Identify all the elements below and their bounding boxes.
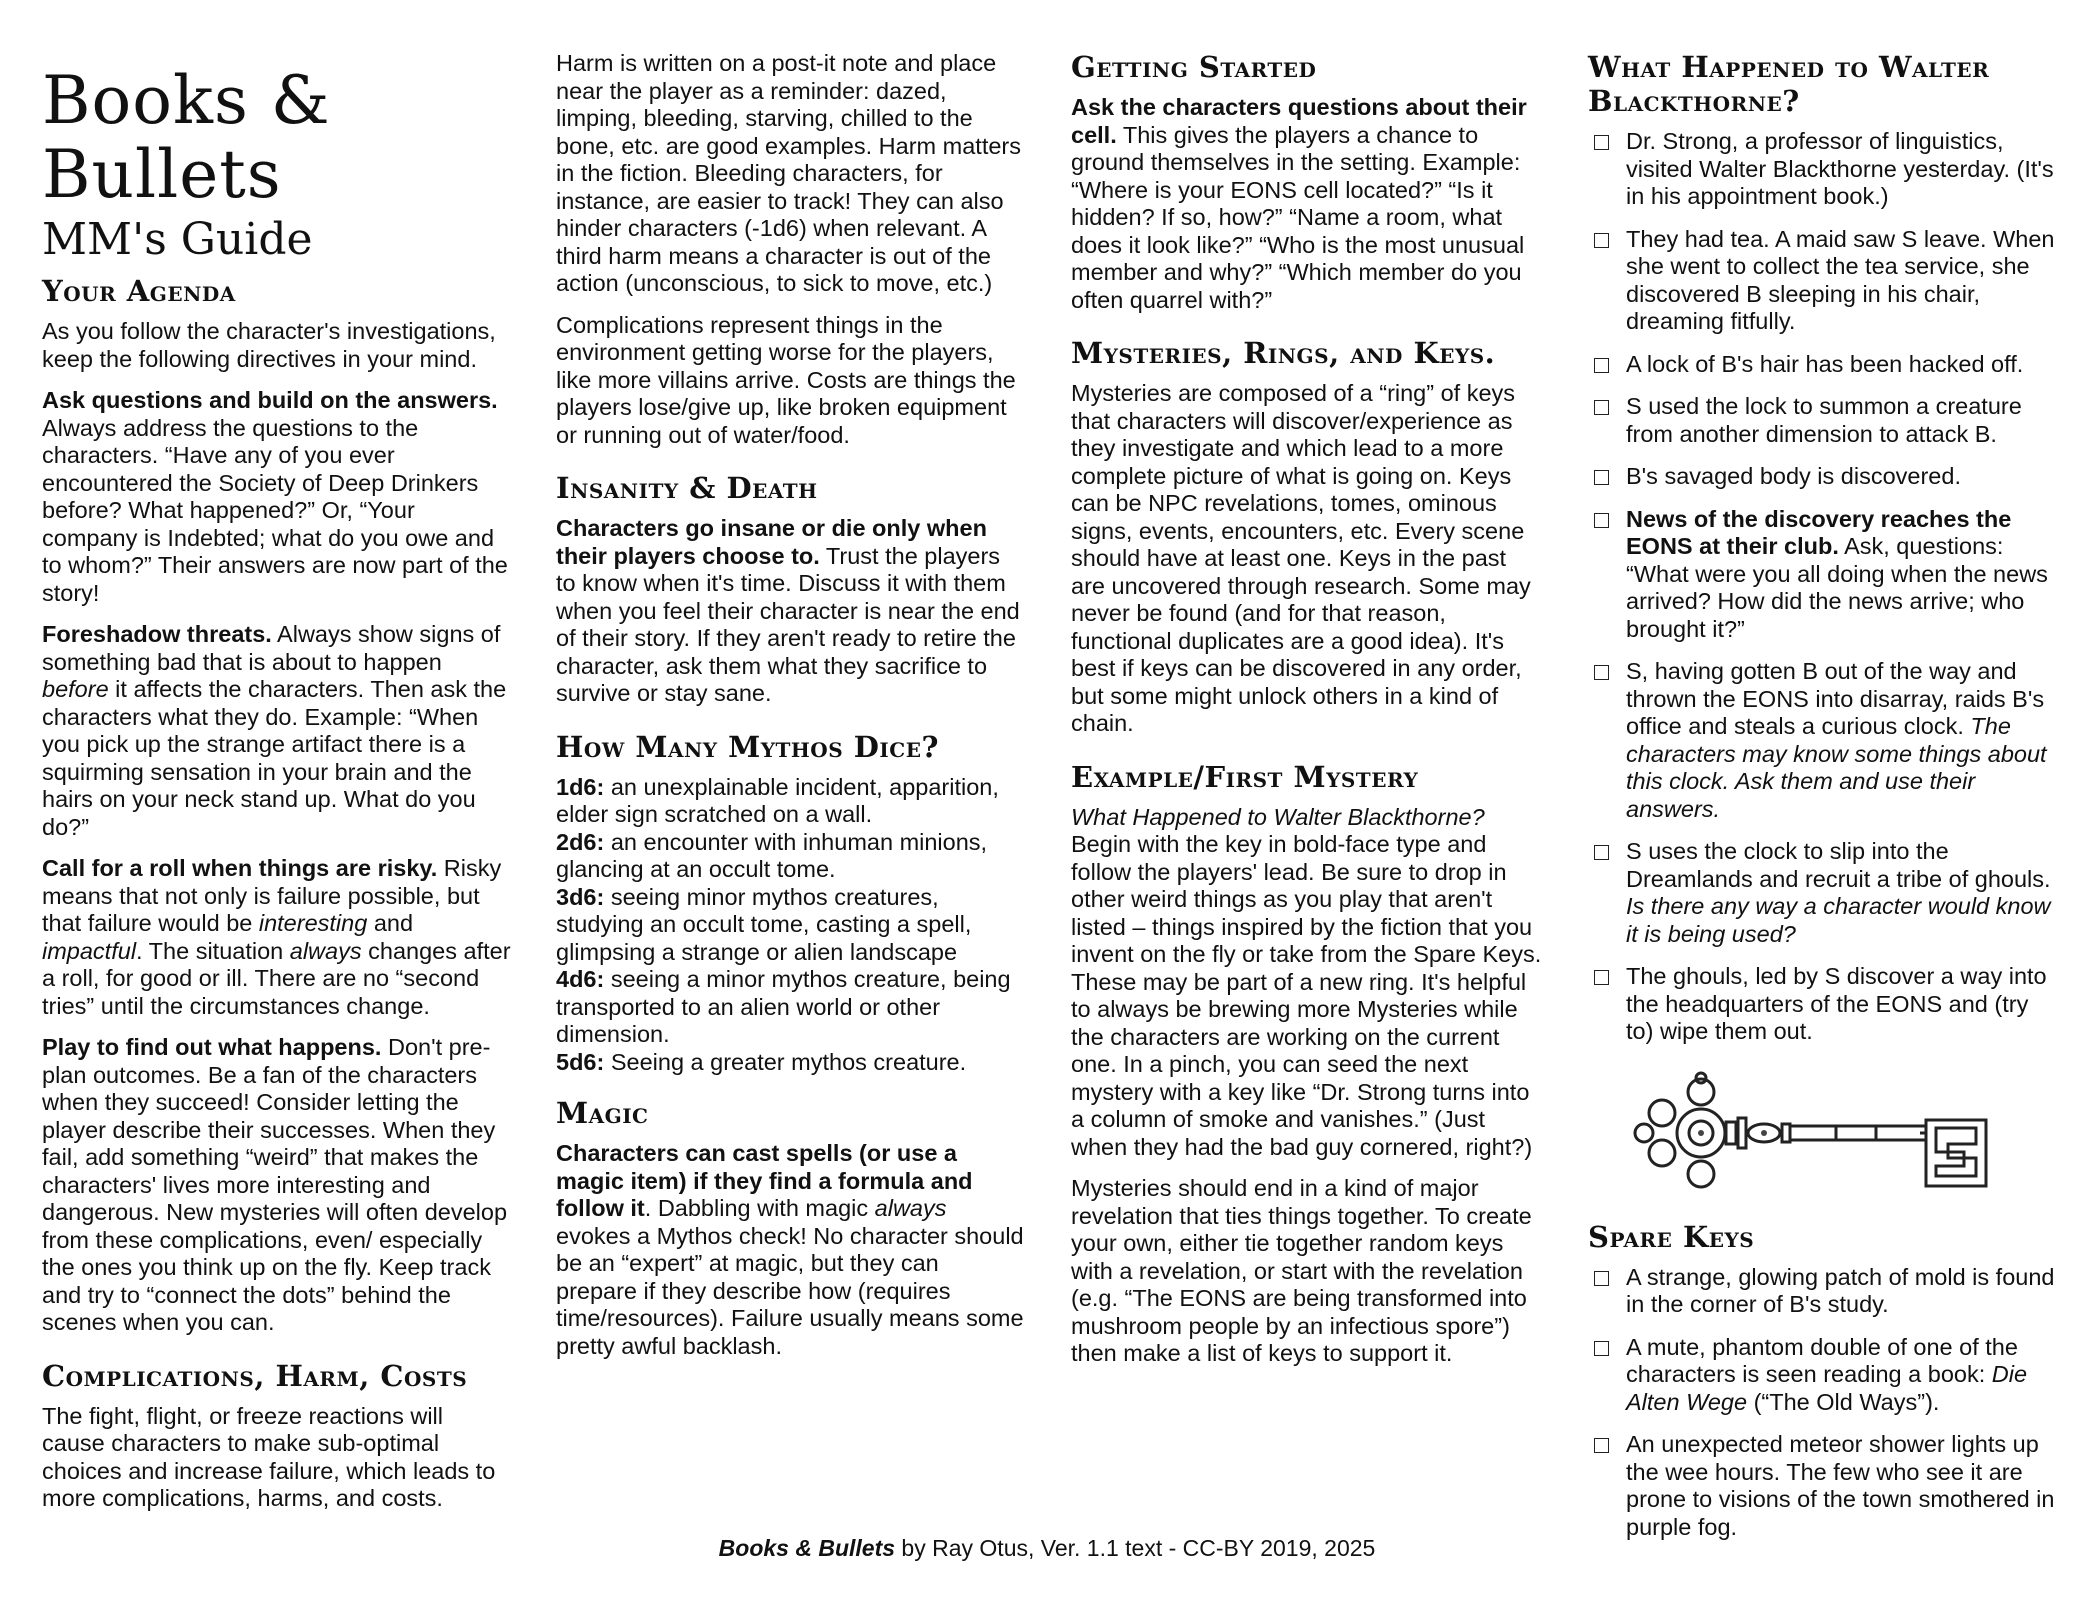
column-1: [42, 50, 512, 1527]
agenda-intro: As you follow the character's investigations, keep the following directives in your mind.: [42, 318, 496, 372]
mysteries-heading: Mysteries, Rings, and Keys.: [1071, 336, 1496, 370]
complications-p2: Harm is written on a post-it note and place near the player as a reminder: dazed, limping, bleeding, starving, chilled to the bone, etc. are good examples. Harm matters in the fiction. Bleeding characters, for instance, are easier to track! They can also hinder characters (-1d6) when relevant. A third harm means a character is out of the action (unconscious, to sick to move, etc.): [556, 50, 1021, 296]
list-item: An unexpected meteor shower lights up the wee hours. The few who see it are prone to visions of the town smothered in purple fog.: [1588, 1431, 2056, 1541]
checkbox[interactable]: [1594, 233, 1609, 248]
page-title: Books & Bullets: [42, 62, 331, 213]
walter-heading: What Happened to Walter Blackthorne?: [1588, 50, 1990, 118]
list-item: B's savaged body is discovered.: [1588, 463, 2056, 491]
walter-checklist: [1588, 128, 2056, 1046]
example-text: What Happened to Walter Blackthorne? Begin with the key in bold-face type and follow the players' lead. Be sure to drop in other weird things as you play that aren't listed – things inspired by the fiction that you invent on the fly or take from the Spare Keys. These may be part of a new ring. It's helpful to always be brewing more Mysteries while the characters are working on the current one. In a pinch, you can seed the next mystery with a key like “Dr. Strong turns into a column of smoke and vanishes.” (Just when they had the bad guy cornered, right?): [1071, 803, 1542, 1160]
footer-credit: Books & Bullets by Ray Otus, Ver. 1.1 text - CC-BY 2019, 2025: [718, 1535, 1376, 1561]
agenda-play: Play to find out what happens. Don't pre-plan outcomes. Be a fan of the characters when they succeed! Consider letting the player describe their successes. When they fail, add something “weird” that makes the characters' lives more interesting and dangerous. New mysteries will often develop from these complications, even/ especially the ones you think up on the fly. Keep track and try to “connect the dots” behind the scenes when you can.: [42, 1034, 508, 1335]
checkbox[interactable]: [1594, 845, 1609, 860]
checkbox[interactable]: [1594, 1341, 1609, 1356]
complications-p1: The fight, flight, or freeze reactions will cause characters to make sub-optimal choices and increase failure, which leads to more complications, harms, and costs.: [42, 1402, 496, 1511]
agenda-heading: Your Agenda: [42, 274, 236, 308]
dice-item: 1d6: an unexplainable incident, apparition, elder sign scratched on a wall.: [556, 773, 999, 827]
list-item: A mute, phantom double of one of the characters is seen reading a book: Die Alten Wege (“The Old Ways”).: [1588, 1334, 2056, 1417]
list-item: A strange, glowing patch of mold is found in the corner of B's study.: [1588, 1264, 2056, 1319]
complications-heading: Complications, Harm, Costs: [42, 1358, 468, 1393]
checkbox[interactable]: [1594, 400, 1609, 415]
dice-list: [556, 774, 1026, 1077]
getting-started-text: Ask the characters questions about their cell. This gives the players a chance to ground themselves in the setting. Example: “Where is your EONS cell located?” “Is it hidden? If so, how?” “Name a room, what does it look like?” “Who is the most unusual member and why?” “Which member do you often quarrel with?”: [1071, 94, 1527, 313]
checkbox[interactable]: [1594, 135, 1609, 150]
getting-started-heading: Getting Started: [1071, 50, 1317, 84]
dice-item: 3d6: seeing minor mythos creatures, studying an occult tome, casting a spell, glimpsing a strange or alien landscape: [556, 883, 972, 965]
agenda-roll: Call for a roll when things are risky. Risky means that not only is failure possible, but that failure would be interesting and impactful. The situation always changes after a roll, for good or ill. There are no “second tries” until the circumstances change.: [42, 855, 511, 1019]
checkbox[interactable]: [1594, 513, 1609, 528]
magic-heading: Magic: [556, 1096, 649, 1130]
checkbox[interactable]: [1594, 1271, 1609, 1286]
checkbox[interactable]: [1594, 1438, 1609, 1453]
column-3: [1071, 50, 1546, 1382]
agenda-foreshadow: Foreshadow threats. Always show signs of something bad that is about to happen before it affects the characters. Then ask the characters what they do. Example: “When you pick up the strange artifact there is a squirming sensation in your brain and the hairs on your neck stand up. What do you do?”: [42, 621, 507, 840]
example-heading: Example/First Mystery: [1071, 759, 1419, 794]
dice-item: 5d6: Seeing a greater mythos creature.: [556, 1048, 967, 1075]
checkbox[interactable]: [1594, 665, 1609, 680]
dice-heading: How Many Mythos Dice?: [556, 729, 939, 764]
checkbox[interactable]: [1594, 470, 1609, 485]
list-item: They had tea. A maid saw S leave. When she went to collect the tea service, she discovered B sleeping in his chair, dreaming fitfully.: [1588, 226, 2056, 336]
list-item: News of the discovery reaches the EONS at their club. Ask, questions: “What were you all doing when the news arrived? How did the news arrive; who brought it?”: [1588, 506, 2056, 644]
list-item: A lock of B's hair has been hacked off.: [1588, 351, 2056, 379]
spare-keys-heading: Spare Keys: [1588, 1219, 1755, 1254]
insanity-text: Characters go insane or die only when their players choose to. Trust the players to know when it's time. Discuss it with them when you feel their character is near the end of their story. If they aren't ready to retire the character, ask them what they sacrifice to survive or stay sane.: [556, 515, 1020, 706]
example-p2: Mysteries should end in a kind of major revelation that ties things together. To create your own, either tie together random keys with a revelation, or start with the revelation (e.g. “The EONS are being transformed into mushroom people by an infectious spore”) then make a list of keys to support it.: [1071, 1175, 1532, 1366]
list-item: The ghouls, led by S discover a way into the headquarters of the EONS and (try to) wipe them out.: [1588, 963, 2056, 1046]
dice-item: 2d6: an encounter with inhuman minions, glancing at an occult tome.: [556, 828, 988, 882]
page-subtitle: MM's Guide: [42, 214, 313, 265]
insanity-heading: Insanity & Death: [556, 471, 818, 505]
column-4: [1588, 50, 2056, 1556]
checkbox[interactable]: [1594, 358, 1609, 373]
list-item: S used the lock to summon a creature from another dimension to attack B.: [1588, 393, 2056, 448]
magic-text: Characters can cast spells (or use a magic item) if they find a formula and follow it. Dabbling with magic always evokes a Mythos check! No character should be an “expert” at magic, but they can prepare if they describe how (requires time/resources). Failure usually means some pretty awful backlash.: [556, 1140, 1024, 1359]
list-item: S, having gotten B out of the way and thrown the EONS into disarray, raids B's office and steals a curious clock. The characters may know some things about this clock. Ask them and use their answers.: [1588, 658, 2056, 823]
checkbox[interactable]: [1594, 970, 1609, 985]
agenda-ask: Ask questions and build on the answers. Always address the questions to the characters. “Have any of you ever encountered the Society of Deep Drinkers before? What happened?” Or, “Your company is Indebted; what do you owe and to whom?” Their answers are now part of the story!: [42, 387, 508, 606]
list-item: Dr. Strong, a professor of linguistics, visited Walter Blackthorne yesterday. (It's in his appointment book.): [1588, 128, 2056, 211]
spare-keys-checklist: [1588, 1264, 2056, 1542]
complications-p3: Complications represent things in the environment getting worse for the players, like more villains arrive. Costs are things the players lose/give up, like broken equipment or running out of water/food.: [556, 311, 1016, 448]
column-2: [556, 50, 1026, 1374]
dice-item: 4d6: seeing a minor mythos creature, being transported to an alien world or other dimension.: [556, 966, 1011, 1047]
list-item: S uses the clock to slip into the Dreamlands and recruit a tribe of ghouls. Is there any way a character would know it is being used?: [1588, 838, 2056, 948]
skeleton-key-icon: [1626, 1068, 2006, 1198]
mysteries-text: Mysteries are composed of a “ring” of keys that characters will discover/experience as they investigate and which lead to a more complete picture of what is going on. Keys can be NPC revelations, tomes, ominous signs, events, encounters, etc. Every scene should have at least one. Keys in the past are uncovered through research. Some may never be found (and for that reason, functional duplicates are a good idea). It's best if keys can be discovered in any order, but some might unlock others in a kind of chain.: [1071, 380, 1531, 736]
